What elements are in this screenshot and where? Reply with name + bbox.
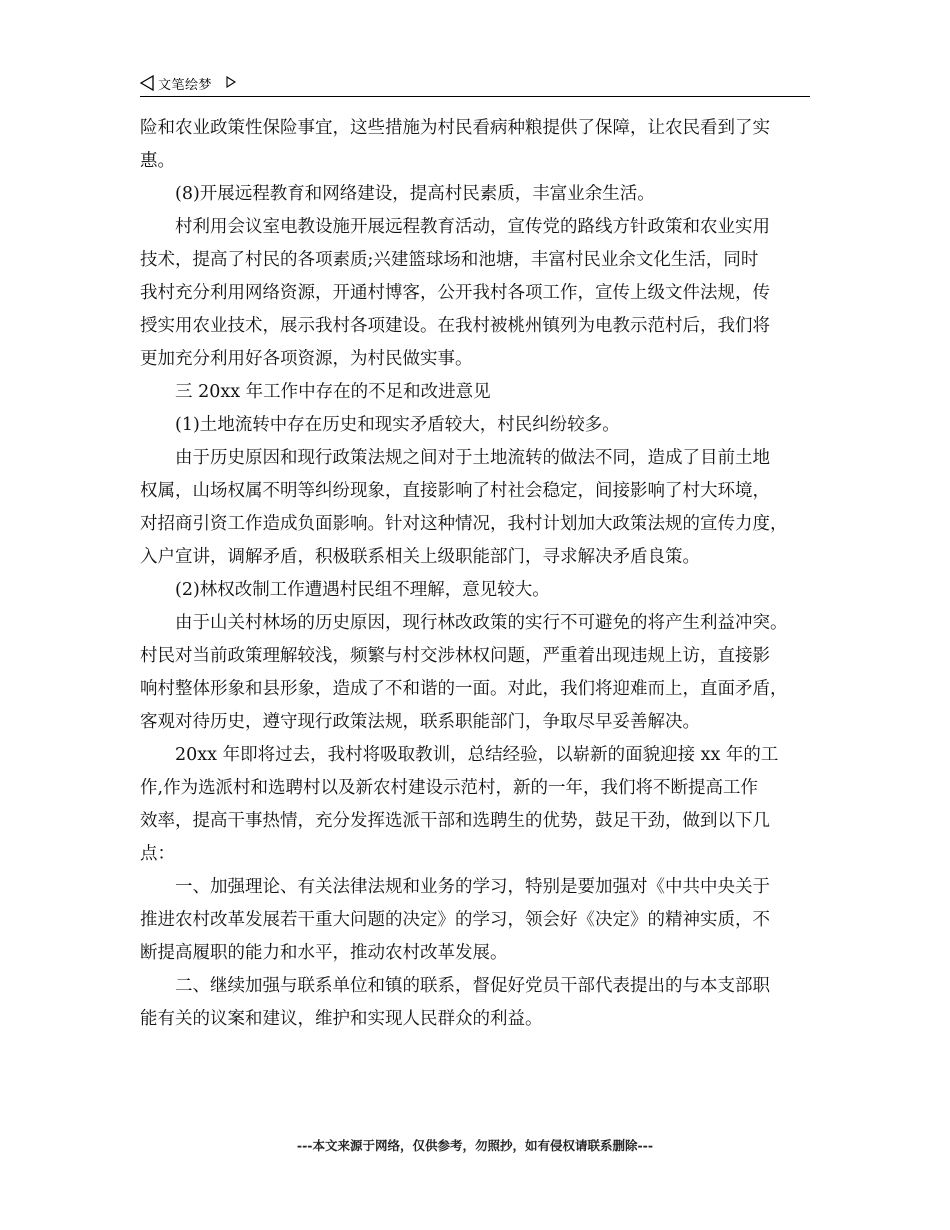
section-heading: (2)林权改制工作遭遇村民组不理解，意见较大。: [175, 580, 550, 600]
text-line: 村利用会议室电教设施开展远程教育活动，宣传党的路线方针政策和农业实用: [175, 217, 770, 237]
text-line: 技术，提高了村民的各项素质;兴建篮球场和池塘，丰富村民业余文化生活，同时: [140, 250, 759, 270]
section-heading: (8)开展远程教育和网络建设，提高村民素质，丰富业余生活。: [175, 184, 655, 204]
text-line: 我村充分利用网络资源，开通村博客，公开我村各项工作，宣传上级文件法规，传: [140, 283, 770, 303]
document-body: [140, 112, 812, 1036]
text-line: 对招商引资工作造成负面影响。针对这种情况，我村计划加大政策法规的宣传力度，: [140, 514, 788, 534]
text-line: 由于历史原因和现行政策法规之间对于土地流转的做法不同，造成了目前土地: [175, 448, 770, 468]
text-line: 客观对待历史，遵守现行政策法规，联系职能部门，争取尽早妥善解决。: [140, 712, 700, 732]
text-line: 权属，山场权属不明等纠纷现象，直接影响了村社会稳定，间接影响了村大环境，: [140, 481, 770, 501]
text-line: 一、加强理论、有关法律法规和业务的学习，特别是要加强对《中共中央关于: [175, 877, 770, 897]
triangle-left-icon: [140, 75, 154, 91]
text-line: 授实用农业技术，展示我村各项建设。在我村被桃州镇列为电教示范村后，我们将: [140, 316, 770, 336]
text-line: 点：: [140, 844, 175, 864]
text-line: 村民对当前政策理解较浅，频繁与村交涉林权问题，严重着出现违规上访，直接影: [140, 646, 770, 666]
section-heading: (1)土地流转中存在历史和现实矛盾较大，村民纠纷较多。: [175, 415, 620, 435]
header-title: 文笔绘梦: [158, 78, 213, 93]
text-line: 推进农村改革发展若干重大问题的决定》的学习，领会好《决定》的精神实质，不: [140, 910, 770, 930]
page-header: [140, 72, 810, 97]
text-line: 响村整体形象和县形象，造成了不和谐的一面。对此，我们将迎难而上，直面矛盾，: [140, 679, 788, 699]
text-line: 20xx 年即将过去，我村将吸取教训，总结经验，以崭新的面貌迎接 xx 年的工: [175, 745, 779, 765]
text-line: 能有关的议案和建议，维护和实现人民群众的利益。: [140, 1009, 543, 1029]
text-line: 二、继续加强与联系单位和镇的联系，督促好党员干部代表提出的与本支部职: [175, 976, 770, 996]
text-line: 效率，提高干事热情，充分发挥选派干部和选聘生的优势，鼓足干劲，做到以下几: [140, 811, 770, 831]
section-heading: 三 20xx 年工作中存在的不足和改进意见: [175, 382, 491, 402]
triangle-right-icon: [226, 76, 236, 88]
footer-disclaimer: ---本文来源于网络，仅供参考，勿照抄，如有侵权请联系删除---: [296, 1138, 654, 1153]
text-line: 惠。: [140, 151, 175, 171]
text-line: 由于山关村林场的历史原因，现行林改政策的实行不可避免的将产生利益冲突。: [175, 613, 788, 633]
text-line: 作,作为选派村和选聘村以及新农村建设示范村，新的一年，我们将不断提高工作: [140, 778, 759, 798]
text-line: 更加充分利用好各项资源，为村民做实事。: [140, 349, 473, 369]
text-line: 断提高履职的能力和水平，推动农村改革发展。: [140, 943, 508, 963]
text-line: 险和农业政策性保险事宜，这些措施为村民看病种粮提供了保障，让农民看到了实: [140, 118, 770, 138]
text-line: 入户宣讲，调解矛盾，积极联系相关上级职能部门，寻求解决矛盾良策。: [140, 547, 700, 567]
